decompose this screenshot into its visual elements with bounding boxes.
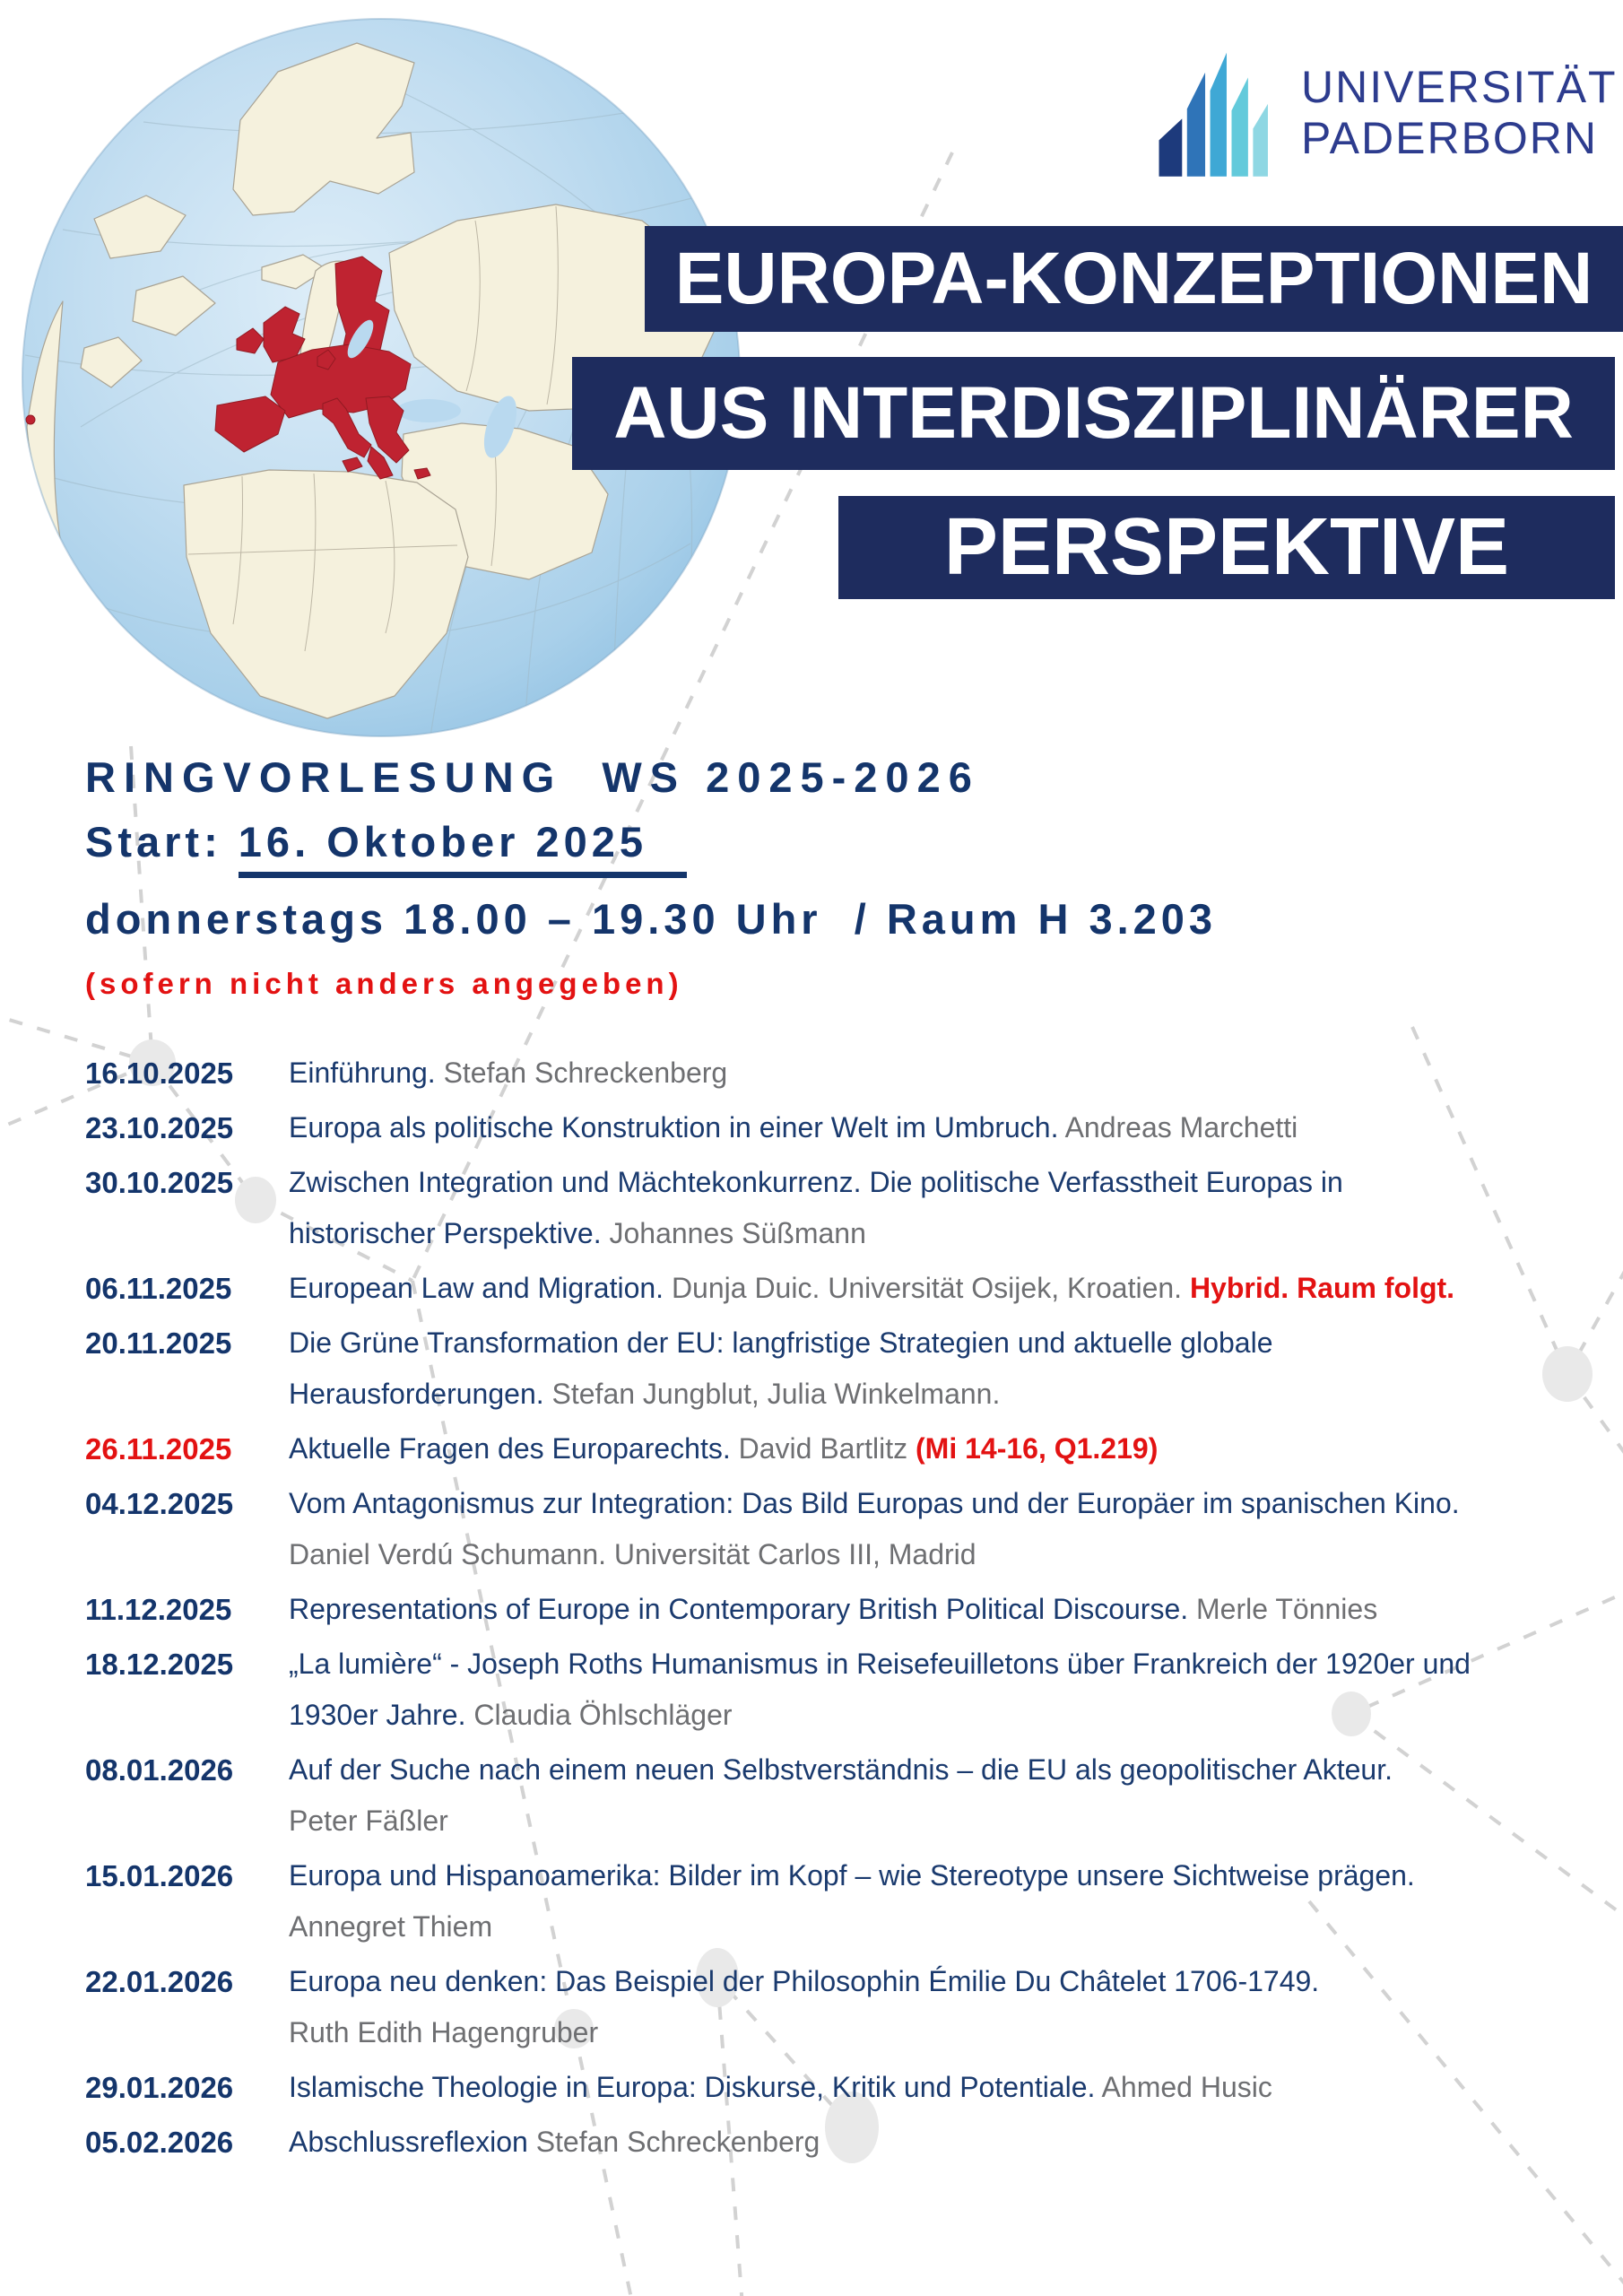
speaker-name: Stefan Schreckenberg <box>443 1057 728 1089</box>
schedule-date: 04.12.2025 <box>85 1487 234 1520</box>
speaker-name: Johannes Süßmann <box>609 1217 866 1249</box>
schedule-text <box>289 1956 1565 2058</box>
speaker-name: Ahmed Husic <box>1101 2071 1272 2103</box>
schedule-date: 11.12.2025 <box>85 1593 232 1626</box>
schedule-date: 30.10.2025 <box>85 1166 234 1199</box>
schedule-row <box>85 1318 1565 1420</box>
university-logo <box>1154 43 1618 182</box>
speaker-name: Peter Fäßler <box>289 1805 448 1837</box>
schedule-row <box>85 1102 1565 1153</box>
lecture-title: Einführung. <box>289 1057 444 1089</box>
time-room-line: donnerstags 18.00 – 19.30 Uhr / Raum H 3.203 <box>85 895 1218 943</box>
schedule-text <box>289 2117 1565 2168</box>
lecture-title: Die Grüne Transformation der EU: langfristige Strategien und aktuelle globale <box>289 1326 1273 1359</box>
lecture-title: „La lumière“ - Joseph Roths Humanismus in Reisefeuilletons über Frankreich der 1920er und <box>289 1648 1471 1680</box>
schedule-list <box>85 1048 1565 2171</box>
university-logo-icon <box>1154 43 1278 182</box>
room-note: Hybrid. Raum folgt. <box>1189 1272 1455 1304</box>
schedule-date: 29.01.2026 <box>85 2071 234 2104</box>
start-label: Start: <box>85 818 239 865</box>
banner-aus-interdisziplinaerer: AUS INTERDISZIPLINÄRER <box>572 357 1615 470</box>
speaker-name: Stefan Jungblut, Julia Winkelmann. <box>551 1378 1001 1410</box>
speaker-name: David Bartlitz <box>738 1432 916 1465</box>
lecture-series-header <box>85 755 1484 1001</box>
schedule-text <box>289 1157 1565 1259</box>
room-note: (Mi 14-16, Q1.219) <box>916 1432 1159 1465</box>
lecture-title: 1930er Jahre. <box>289 1699 474 1731</box>
speaker-name: Annegret Thiem <box>289 1910 493 1943</box>
logo-line-2: PADERBORN <box>1301 112 1599 163</box>
schedule-row <box>85 1639 1565 1741</box>
lecture-title: historischer Perspektive. <box>289 1217 610 1249</box>
speaker-name: Daniel Verdú Schumann. Universität Carlos III, Madrid <box>289 1538 976 1570</box>
schedule-date: 06.11.2025 <box>85 1272 232 1305</box>
speaker-name: Stefan Schreckenberg <box>535 2126 820 2158</box>
lecture-title: Representations of Europe in Contemporary British Political Discourse. <box>289 1593 1197 1625</box>
speaker-name: Dunja Duic. Universität Osijek, Kroatien. <box>671 1272 1190 1304</box>
exception-note: (sofern nicht anders angegeben) <box>85 967 683 1000</box>
speaker-name: Ruth Edith Hagengruber <box>289 2016 599 2048</box>
schedule-text <box>289 1048 1565 1099</box>
series-title: RINGVORLESUNG WS 2025-2026 <box>85 753 980 801</box>
schedule-text <box>289 1478 1565 1580</box>
schedule-row <box>85 1584 1565 1635</box>
speaker-name: Andreas Marchetti <box>1064 1111 1298 1144</box>
lecture-title: Aktuelle Fragen des Europarechts. <box>289 1432 739 1465</box>
schedule-row <box>85 1478 1565 1580</box>
schedule-text <box>289 1423 1565 1474</box>
schedule-date: 20.11.2025 <box>85 1326 232 1360</box>
schedule-row <box>85 1048 1565 1099</box>
speaker-name: Merle Tönnies <box>1196 1593 1378 1625</box>
lecture-title: European Law and Migration. <box>289 1272 672 1304</box>
schedule-row <box>85 1956 1565 2058</box>
logo-line-1: UNIVERSITÄT <box>1301 61 1618 112</box>
schedule-text <box>289 1318 1565 1420</box>
banner-europa-konzeptionen: EUROPA-KONZEPTIONEN <box>645 226 1623 332</box>
schedule-date: 08.01.2026 <box>85 1753 234 1787</box>
lecture-title: Auf der Suche nach einem neuen Selbstverständnis – die EU als geopolitischer Akteur. <box>289 1753 1393 1786</box>
schedule-text <box>289 1263 1565 1314</box>
lecture-title: Zwischen Integration und Mächtekonkurrenz. Die politische Verfasstheit Europas in <box>289 1166 1343 1198</box>
lecture-title: Europa und Hispanoamerika: Bilder im Kopf – wie Stereotype unsere Sichtweise prägen. <box>289 1859 1415 1892</box>
schedule-text <box>289 2062 1565 2113</box>
schedule-date: 16.10.2025 <box>85 1057 234 1090</box>
lecture-title: Vom Antagonismus zur Integration: Das Bild Europas und der Europäer im spanischen Kino. <box>289 1487 1460 1519</box>
schedule-row <box>85 1423 1565 1474</box>
schedule-date: 26.11.2025 <box>85 1432 232 1465</box>
schedule-date: 18.12.2025 <box>85 1648 234 1681</box>
schedule-date: 23.10.2025 <box>85 1111 234 1144</box>
lecture-title: Abschlussreflexion <box>289 2126 536 2158</box>
schedule-text <box>289 1639 1565 1741</box>
schedule-text <box>289 1102 1565 1153</box>
schedule-row <box>85 2117 1565 2168</box>
lecture-title: Europa neu denken: Das Beispiel der Philosophin Émilie Du Châtelet 1706-1749. <box>289 1965 1320 1997</box>
schedule-date: 15.01.2026 <box>85 1859 234 1892</box>
start-line <box>85 820 1484 865</box>
schedule-date: 05.02.2026 <box>85 2126 234 2159</box>
lecture-title: Europa als politische Konstruktion in einer Welt im Umbruch. <box>289 1111 1065 1144</box>
schedule-text <box>289 1850 1565 1952</box>
lecture-title: Herausforderungen. <box>289 1378 552 1410</box>
schedule-row <box>85 2062 1565 2113</box>
schedule-row <box>85 1263 1565 1314</box>
start-date: 16. Oktober 2025 <box>239 818 687 878</box>
schedule-row <box>85 1744 1565 1847</box>
lecture-title: Islamische Theologie in Europa: Diskurse, Kritik und Potentiale. <box>289 2071 1102 2103</box>
schedule-text <box>289 1744 1565 1847</box>
banner-perspektive: PERSPEKTIVE <box>838 496 1615 599</box>
speaker-name: Claudia Öhlschläger <box>473 1699 733 1731</box>
schedule-text <box>289 1584 1565 1635</box>
schedule-row <box>85 1850 1565 1952</box>
university-logo-text <box>1301 62 1618 164</box>
schedule-date: 22.01.2026 <box>85 1965 234 1998</box>
schedule-row <box>85 1157 1565 1259</box>
